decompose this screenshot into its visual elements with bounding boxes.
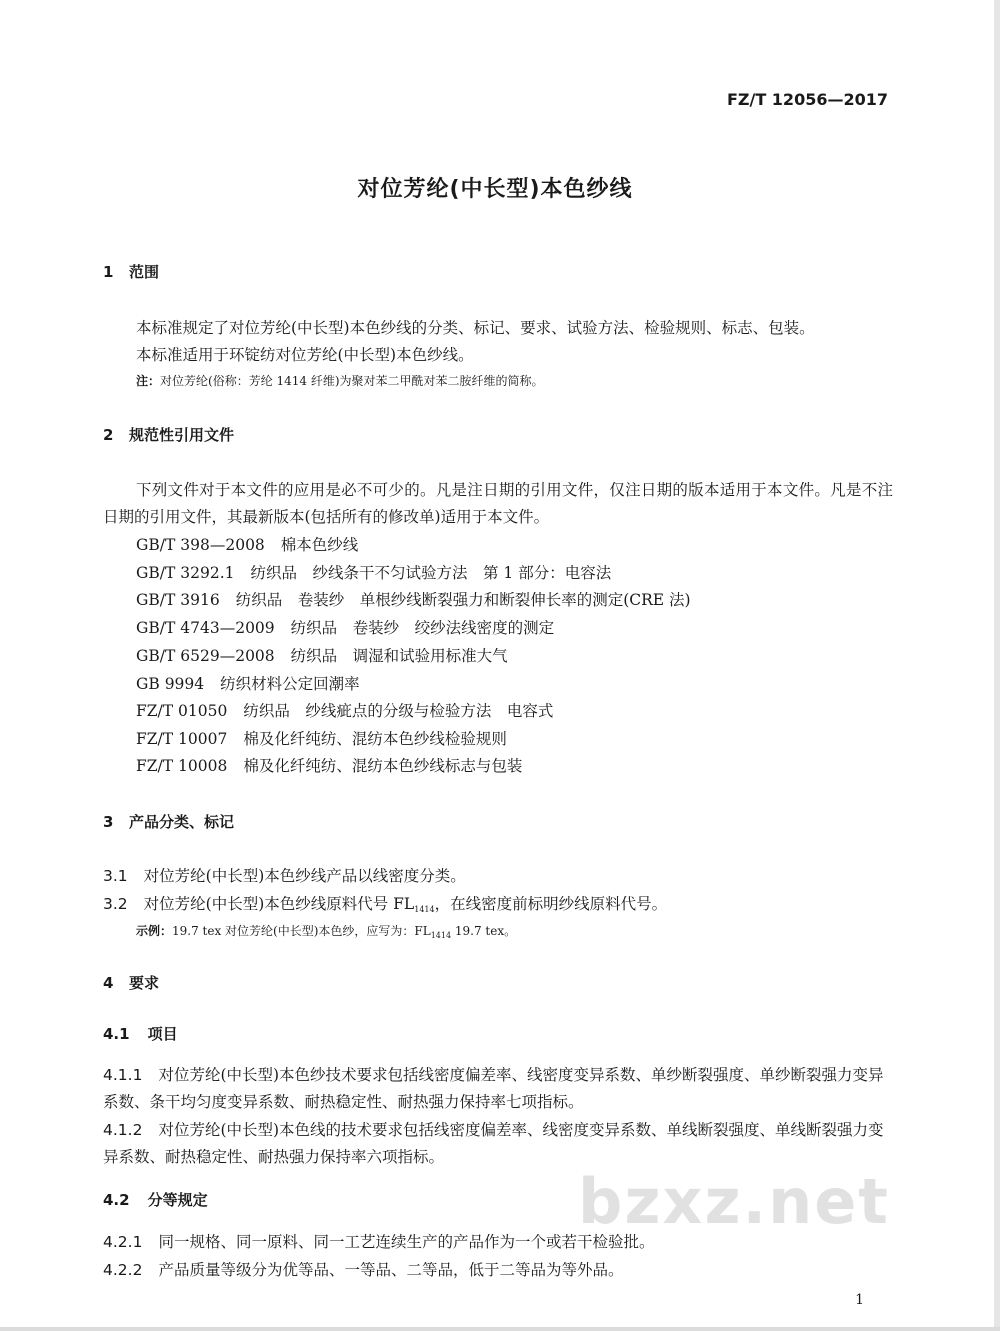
example-label: 示例： (136, 924, 173, 938)
clause-number: 3.1 (103, 867, 128, 885)
page-edge-shadow (994, 0, 1000, 1331)
reference-code: FZ/T 01050 (136, 702, 228, 720)
section-4-heading (103, 969, 159, 997)
section-1-note (136, 367, 544, 395)
section-1-heading (103, 258, 159, 286)
clause-text: 对位芳纶(中长型)本色线的技术要求包括线密度偏差率、线密度变异系数、单线断裂强度、单线断裂强力变异系数、耐热稳定性、耐热强力保持率六项指标。 (103, 1121, 884, 1166)
clause-4-1-1 (103, 1062, 893, 1116)
clause-4-2-1 (103, 1228, 654, 1256)
section-3-heading (103, 808, 234, 836)
clause-number: 4.1.1 (103, 1066, 143, 1084)
reference-title: 纺织材料公定回潮率 (220, 675, 360, 693)
subsection-number: 4.1 (103, 1025, 130, 1043)
clause-number: 4.1.2 (103, 1121, 143, 1139)
reference-title: 纺织品 纱线疵点的分级与检验方法 电容式 (243, 702, 554, 720)
subscript: 1414 (430, 931, 452, 940)
section-2-heading (103, 421, 234, 449)
clause-number: 3.2 (103, 895, 128, 913)
clause-3-1 (103, 862, 466, 890)
clause-number: 4.2.1 (103, 1233, 143, 1251)
section-title: 产品分类、标记 (129, 813, 235, 831)
example-text: 19.7 tex 对位芳纶(中长型)本色纱，应写为：FL (172, 924, 431, 938)
page-number: 1 (855, 1292, 864, 1308)
reference-item (136, 697, 553, 725)
subsection-4-1-heading (103, 1020, 178, 1048)
standard-code: FZ/T 12056—2017 (726, 90, 888, 109)
reference-code: GB 9994 (136, 675, 205, 693)
reference-item (136, 614, 554, 642)
clause-text: 产品质量等级分为优等品、一等品、二等品，低于二等品为等外品。 (158, 1261, 624, 1279)
reference-item (136, 586, 691, 614)
section-number: 4 (103, 974, 114, 992)
reference-code: GB/T 4743—2009 (136, 619, 275, 637)
section-2-intro: 下列文件对于本文件的应用是必不可少的。凡是注日期的引用文件，仅注日期的版本适用于本文件。凡是不注日期的引用文件，其最新版本(包括所有的修改单)适用于本文件。 (103, 481, 893, 526)
reference-code: GB/T 3916 (136, 591, 220, 609)
reference-title: 纺织品 纱线条干不匀试验方法 第 1 部分：电容法 (250, 564, 612, 582)
section-1-paragraph-1: 本标准规定了对位芳纶(中长型)本色纱线的分类、标记、要求、试验方法、检验规则、标志、包装。 (136, 319, 815, 337)
reference-title: 棉本色纱线 (280, 536, 359, 554)
reference-title: 纺织品 卷装纱 绞纱法线密度的测定 (290, 619, 555, 637)
clause-text: 对位芳纶(中长型)本色纱技术要求包括线密度偏差率、线密度变异系数、单纱断裂强度、单纱断裂强力变异系数、条干均匀度变异系数、耐热稳定性、耐热强力保持率七项指标。 (103, 1066, 884, 1111)
clause-number: 4.2.2 (103, 1261, 143, 1279)
reference-code: GB/T 3292.1 (136, 564, 235, 582)
subsection-title: 项目 (147, 1025, 178, 1043)
section-number: 1 (103, 263, 114, 281)
reference-code: GB/T 6529—2008 (136, 647, 275, 665)
clause-text-cont: ，在线密度前标明纱线原料代号。 (434, 895, 668, 913)
section-1-paragraph-2: 本标准适用于环锭纺对位芳纶(中长型)本色纱线。 (136, 346, 474, 364)
clause-4-2-2 (103, 1256, 623, 1284)
reference-title: 棉及化纤纯纺、混纺本色纱线检验规则 (243, 730, 507, 748)
reference-item (136, 752, 522, 780)
reference-title: 棉及化纤纯纺、混纺本色纱线标志与包装 (243, 757, 523, 775)
reference-item (136, 559, 611, 587)
clause-text: 对位芳纶(中长型)本色纱线原料代号 FL (143, 895, 415, 913)
watermark: bzxz.net (578, 1165, 890, 1238)
subsection-title: 分等规定 (147, 1191, 208, 1209)
reference-title: 纺织品 调湿和试验用标准大气 (290, 647, 508, 665)
reference-item (136, 725, 507, 753)
clause-4-1-2 (103, 1117, 893, 1171)
subscript: 1414 (414, 905, 435, 914)
example-line (136, 917, 516, 950)
reference-code: GB/T 398—2008 (136, 536, 265, 554)
note-text: 对位芳纶(俗称：芳纶 1414 纤维)为聚对苯二甲酰对苯二胺纤维的简称。 (160, 374, 544, 388)
section-number: 2 (103, 426, 114, 444)
reference-item (136, 670, 360, 698)
subsection-number: 4.2 (103, 1191, 130, 1209)
note-label: 注： (136, 374, 161, 388)
reference-item (136, 642, 508, 670)
clause-text: 同一规格、同一原料、同一工艺连续生产的产品作为一个或若干检验批。 (158, 1233, 655, 1251)
reference-code: FZ/T 10007 (136, 730, 228, 748)
section-title: 要求 (129, 974, 160, 992)
subsection-4-2-heading (103, 1186, 208, 1214)
section-title: 规范性引用文件 (129, 426, 235, 444)
page-bottom-edge (0, 1327, 1000, 1331)
example-text-cont: 19.7 tex。 (451, 924, 517, 938)
reference-item (136, 531, 358, 559)
reference-title: 纺织品 卷装纱 单根纱线断裂强力和断裂伸长率的测定(CRE 法) (235, 591, 691, 609)
reference-code: FZ/T 10008 (136, 757, 228, 775)
document-title: 对位芳纶(中长型)本色纱线 (357, 177, 633, 202)
section-title: 范围 (129, 263, 160, 281)
section-number: 3 (103, 813, 114, 831)
clause-text: 对位芳纶(中长型)本色纱线产品以线密度分类。 (143, 867, 466, 885)
